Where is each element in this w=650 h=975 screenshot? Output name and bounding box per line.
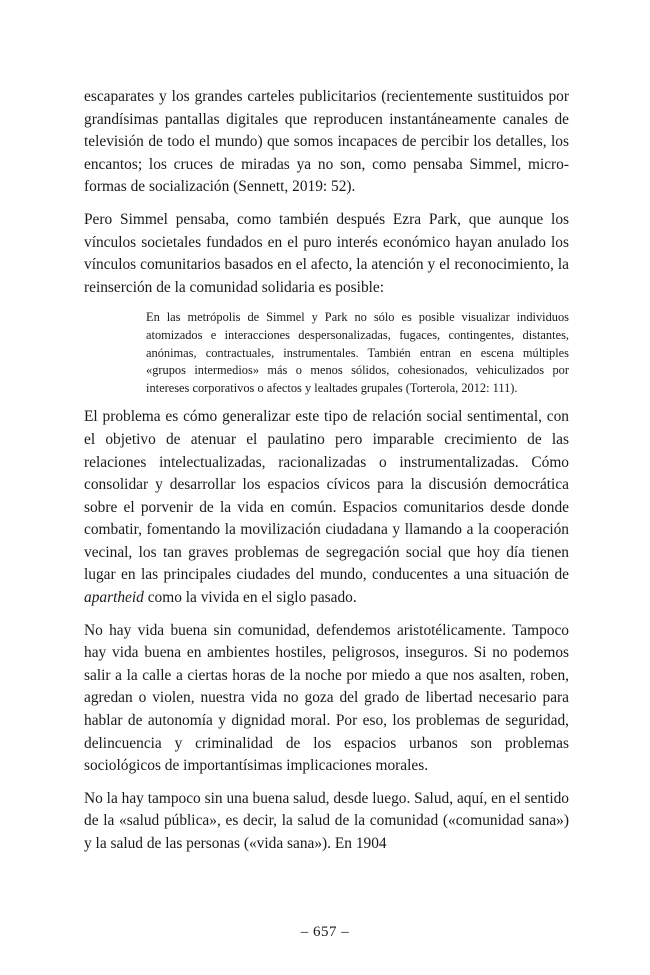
paragraph-3-end: como la vivida en el siglo pasado. (143, 589, 357, 607)
paragraph-5: No la hay tampoco sin una buena salud, desde luego. Salud, aquí, en el sentido de la «salud pública», es decir, la salud de la comunidad («comunidad sana») y la salud de las personas («vida sana»). En 1904 (84, 789, 569, 852)
block-quote: En las metrópolis de Simmel y Park no sólo es posible visualizar individuos atomizados e interacciones despersonalizadas, fugaces, contingentes, distantes, anónimas, contractuales, instrumentales. También entran en escena múltiples «grupos intermedios» más o menos sólidos, cohesionados, vehiculizados por intereses corporativos o afectos y lealtades grupales (Torterola, 2012: 111). (146, 310, 569, 395)
paragraph-4: No hay vida buena sin comunidad, defendemos aristotélicamente. Tampoco hay vida buena en ambientes hostiles, peligrosos, inseguros. Si no podemos salir a la calle a ciertas horas de la noche por miedo a que nos asalten, roben, agredan o violen, nuestra vida no goza del grado de libertad necesario para hablar de autonomía y dignidad moral. Por eso, los problemas de seguridad, delincuencia y criminalidad de los espacios urbanos son problemas sociológicos de importantísimas implicaciones morales. (84, 621, 569, 775)
paragraph-3-text: El problema es cómo generalizar este tipo de relación social sentimental, con el objetivo de atenuar el paulatino pero imparable crecimiento de las relaciones intelectualizadas, racionalizadas o instrumentalizadas. Cómo consolidar y desarrollar los espacios cívicos para la discusión democrática sobre el porvenir de la vida en común. Espacios comunitarios desde donde combatir, fomentando la movilización ciudadana y llamando a la cooperación vecinal, los tan graves problemas de segregación social que hoy día tienen lugar en las principales ciudades del mundo, conducentes a una situación de (84, 408, 569, 584)
paragraph-1: escaparates y los grandes carteles publicitarios (recientemente sustituidos por grandísimas pantallas digitales que reproducen instantáneamente canales de televisión de todo el mundo) que somos incapaces de percibir los detalles, los encantos; los cruces de miradas ya no son, como pensaba Simmel, micro-formas de socialización (Sennett, 2019: 52). (84, 88, 569, 196)
page-body (84, 86, 569, 866)
page-number: – 657 – (300, 924, 350, 940)
paragraph-2: Pero Simmel pensaba, como también después Ezra Park, que aunque los vínculos societales fundados en el puro interés económico hayan anulado los vínculos comunitarios basados en el afecto, la atención y el reconocimiento, la reinserción de la comunidad solidaria es posible: (84, 210, 569, 296)
paragraph-3-italic-term: apartheid (84, 589, 144, 607)
paragraph-3 (84, 406, 569, 609)
